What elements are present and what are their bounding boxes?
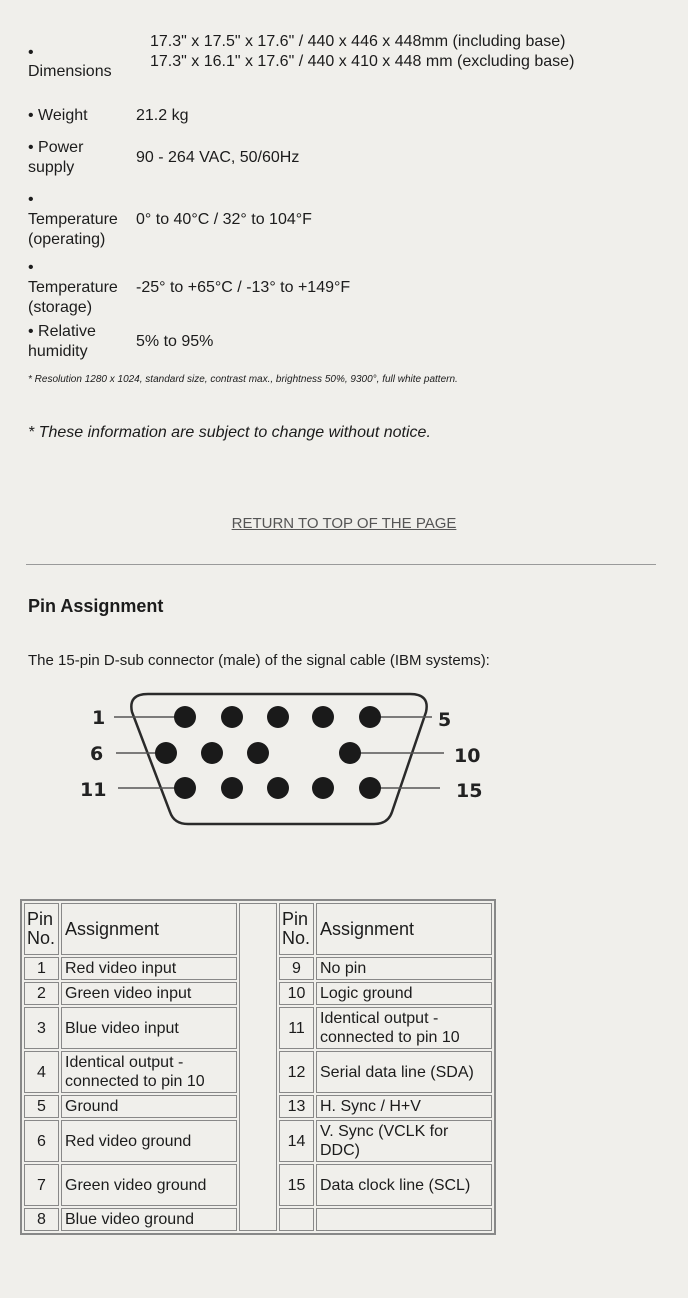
spec-label: • Relative humidity xyxy=(28,323,96,360)
assignment-cell: Ground xyxy=(61,1095,237,1118)
column-gap xyxy=(239,903,277,1231)
assignment-cell: Red video ground xyxy=(61,1120,237,1162)
spec-value: 5% to 95% xyxy=(136,333,214,350)
spec-label: • Temperature (operating) xyxy=(28,191,118,248)
assignment-cell: Data clock line (SCL) xyxy=(316,1164,492,1206)
pin-6 xyxy=(155,742,177,764)
pin-number-cell: 7 xyxy=(24,1164,59,1206)
assignment-cell: V. Sync (VCLK for DDC) xyxy=(316,1120,492,1162)
assignment-cell: Serial data line (SDA) xyxy=(316,1051,492,1093)
pin-number-cell: 3 xyxy=(24,1007,59,1049)
header-pin-no: Pin No. xyxy=(24,903,59,955)
assignment-cell: Identical output - connected to pin 10 xyxy=(61,1051,237,1093)
spec-weight xyxy=(28,106,668,138)
assignment-cell: Identical output - connected to pin 10 xyxy=(316,1007,492,1049)
pin-number-cell: 4 xyxy=(24,1051,59,1093)
assignment-cell: No pin xyxy=(316,957,492,980)
spec-dimensions xyxy=(28,28,668,92)
pin-number-cell: 13 xyxy=(279,1095,314,1118)
pin-14 xyxy=(312,777,334,799)
return-to-top-link[interactable]: RETURN TO TOP OF THE PAGE xyxy=(231,515,457,532)
assignment-cell: Green video input xyxy=(61,982,237,1005)
pin-10 xyxy=(339,742,361,764)
header-pin-no: Pin No. xyxy=(279,903,314,955)
spec-label: • Dimensions xyxy=(28,44,140,82)
pin-number-cell: 9 xyxy=(279,957,314,980)
pin-7 xyxy=(201,742,223,764)
assignment-cell: Red video input xyxy=(61,957,237,980)
spec-label-text: Dimensions xyxy=(28,63,112,80)
pin-number-cell: 10 xyxy=(279,982,314,1005)
pin-label-11: 11 xyxy=(80,779,107,801)
resolution-footnote: * Resolution 1280 x 1024, standard size, contrast max., brightness 50%, 9300°, full white pattern. xyxy=(28,374,458,385)
pin-number-cell: 11 xyxy=(279,1007,314,1049)
change-notice: * These information are subject to change without notice. xyxy=(28,424,431,441)
pin-11 xyxy=(174,777,196,799)
pin-number-cell: 15 xyxy=(279,1164,314,1206)
section-divider xyxy=(26,564,656,565)
header-assignment: Assignment xyxy=(316,903,492,955)
assignment-cell: Green video ground xyxy=(61,1164,237,1206)
spec-value-line-1: 17.3" x 17.5" x 17.6" / 440 x 446 x 448mm (including base) xyxy=(150,33,566,50)
pin-2 xyxy=(221,706,243,728)
spec-value xyxy=(150,32,574,72)
assignment-cell: H. Sync / H+V xyxy=(316,1095,492,1118)
specifications-list xyxy=(28,28,668,366)
spec-temperature-storage xyxy=(28,258,668,320)
assignment-cell xyxy=(316,1208,492,1231)
connector-description: The 15-pin D-sub connector (male) of the signal cable (IBM systems): xyxy=(28,652,490,669)
assignment-cell: Blue video ground xyxy=(61,1208,237,1231)
pin-5 xyxy=(359,706,381,728)
assignment-cell: Logic ground xyxy=(316,982,492,1005)
pin-15 xyxy=(359,777,381,799)
pin-number-cell: 1 xyxy=(24,957,59,980)
spec-temperature-operating xyxy=(28,190,668,252)
spec-power-supply xyxy=(28,138,668,182)
pin-8 xyxy=(247,742,269,764)
d-sub-connector-diagram xyxy=(70,680,510,830)
pin-label-6: 6 xyxy=(90,743,104,765)
spec-relative-humidity xyxy=(28,322,668,366)
pin-assignment-heading: Pin Assignment xyxy=(28,596,164,616)
pin-assignment-table xyxy=(20,899,496,1235)
spec-value: 90 - 264 VAC, 50/60Hz xyxy=(136,149,300,166)
spec-label: • Power supply xyxy=(28,139,84,176)
spec-value: -25° to +65°C / -13° to +149°F xyxy=(136,279,351,296)
pin-number-cell: 14 xyxy=(279,1120,314,1162)
spec-label: • Weight xyxy=(28,107,88,124)
pin-13 xyxy=(267,777,289,799)
spec-label: • Temperature (storage) xyxy=(28,259,118,316)
pin-12 xyxy=(221,777,243,799)
pin-label-15: 15 xyxy=(456,780,483,802)
pin-4 xyxy=(312,706,334,728)
pin-1 xyxy=(174,706,196,728)
pin-3 xyxy=(267,706,289,728)
spec-value: 21.2 kg xyxy=(136,107,189,124)
pin-number-cell: 8 xyxy=(24,1208,59,1231)
spec-value: 0° to 40°C / 32° to 104°F xyxy=(136,211,312,228)
pin-number-cell: 12 xyxy=(279,1051,314,1093)
pin-label-10: 10 xyxy=(454,745,481,767)
pin-number-cell: 2 xyxy=(24,982,59,1005)
pin-number-cell: 5 xyxy=(24,1095,59,1118)
pin-label-1: 1 xyxy=(92,707,106,729)
assignment-cell: Blue video input xyxy=(61,1007,237,1049)
pin-number-cell: 6 xyxy=(24,1120,59,1162)
header-assignment: Assignment xyxy=(61,903,237,955)
pin-label-5: 5 xyxy=(438,709,452,731)
pin-number-cell xyxy=(279,1208,314,1231)
spec-value-line-2: 17.3" x 16.1" x 17.6" / 440 x 410 x 448 mm (excluding base) xyxy=(150,53,575,70)
table-header-row xyxy=(24,903,492,955)
